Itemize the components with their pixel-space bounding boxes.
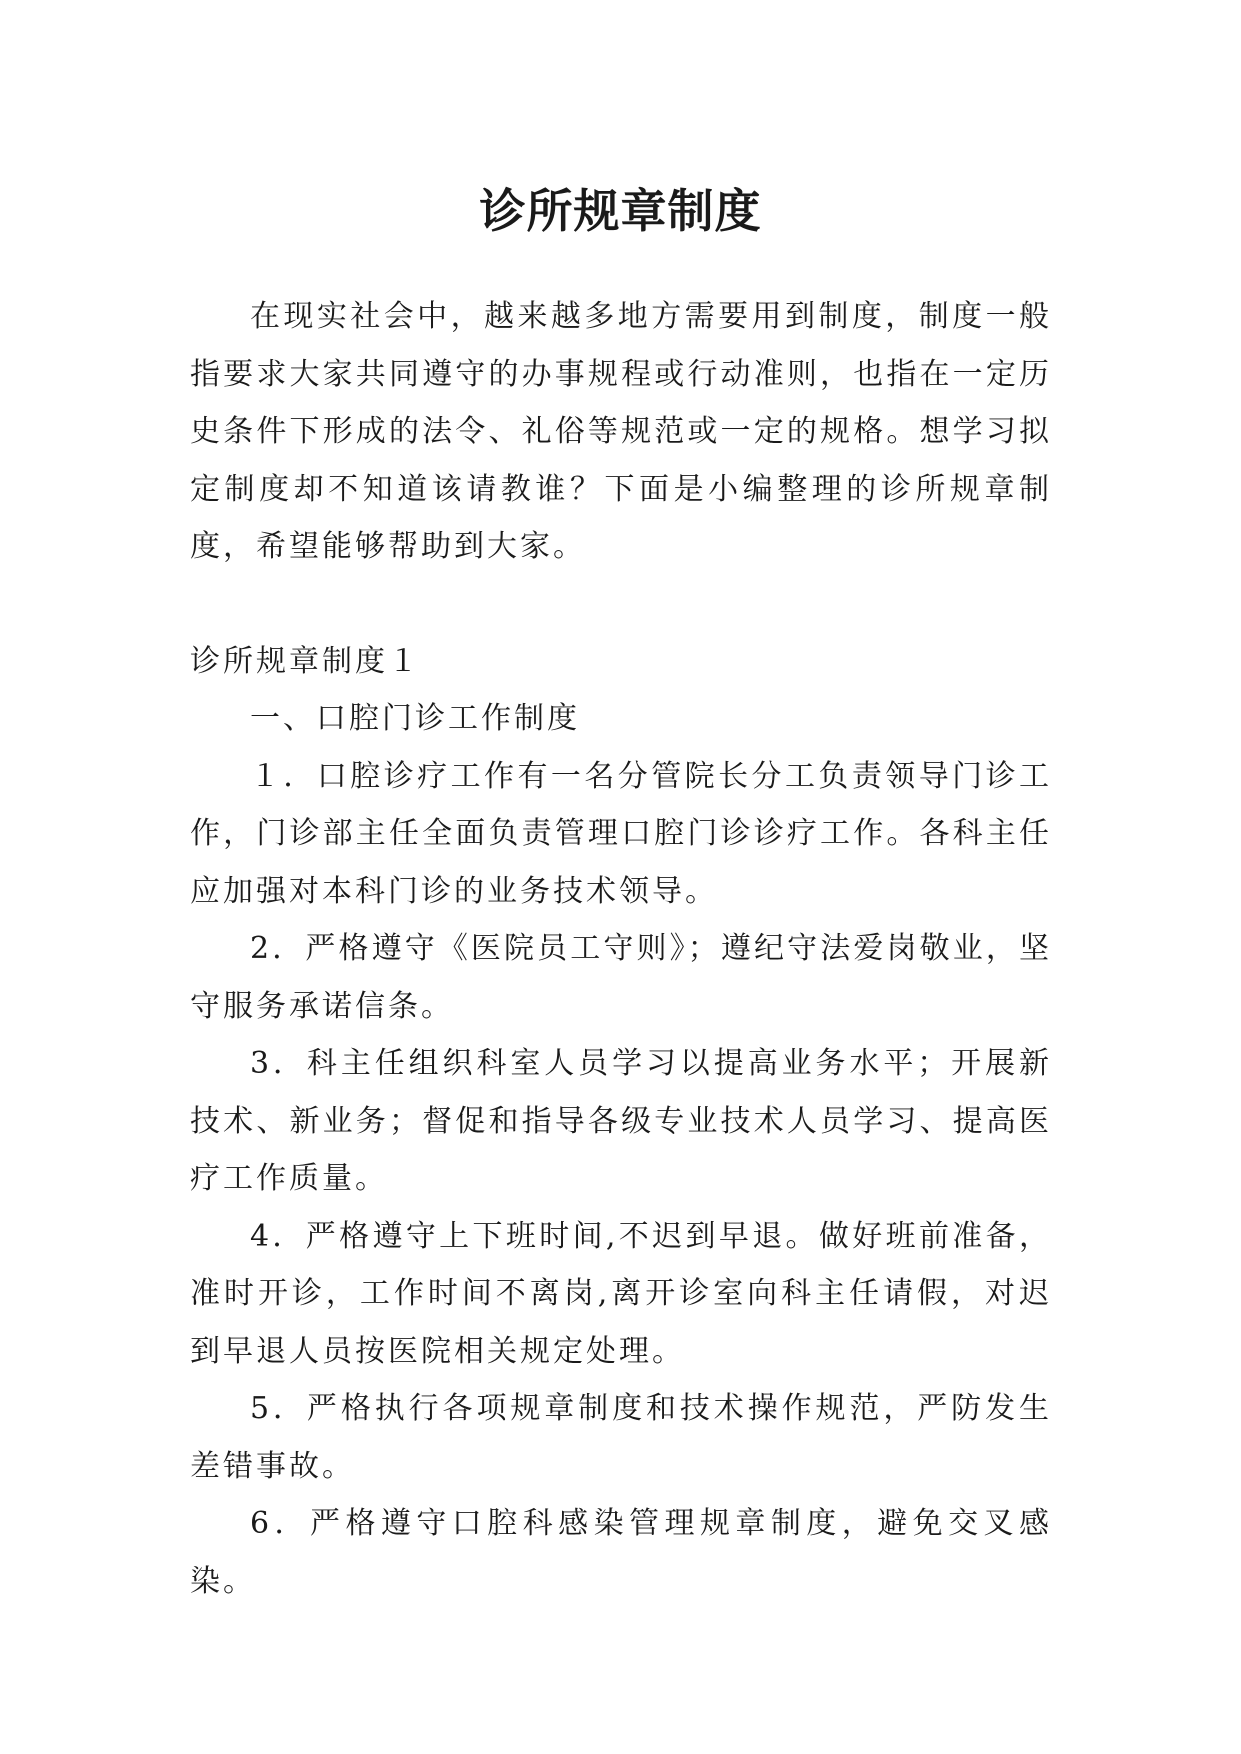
section-title: 诊所规章制度１	[190, 643, 421, 679]
subsection-title: 一、口腔门诊工作制度	[250, 701, 580, 736]
list-item: 5．严格执行各项规章制度和技术操作规范，严防发生差错事故。	[190, 1391, 1052, 1484]
document-title: 诊所规章制度	[479, 183, 762, 238]
list-item: 2．严格遵守《医院员工守则》；遵纪守法爱岗敬业，坚守服务承诺信条。	[190, 931, 1052, 1024]
list-item: １．口腔诊疗工作有一名分管院长分工负责领导门诊工作，门诊部主任全面负责管理口腔门诊诊疗工作。各科主任应加强对本科门诊的业务技术领导。	[190, 758, 1052, 909]
document-body	[190, 288, 1052, 1610]
list-item: 6．严格遵守口腔科感染管理规章制度，避免交叉感染。	[190, 1506, 1052, 1599]
list-item: 3．科主任组织科室人员学习以提高业务水平；开展新技术、新业务；督促和指导各级专业技术人员学习、提高医疗工作质量。	[190, 1046, 1052, 1196]
list-item: 4．严格遵守上下班时间,不迟到早退。做好班前准备，准时开诊，工作时间不离岗,离开诊室向科主任请假，对迟到早退人员按医院相关规定处理。	[190, 1218, 1052, 1369]
intro-paragraph: 在现实社会中，越来越多地方需要用到制度，制度一般指要求大家共同遵守的办事规程或行动准则，也指在一定历史条件下形成的法令、礼俗等规范或一定的规格。想学习拟定制度却不知道该请教谁？下面是小编整理的诊所规章制度，希望能够帮助到大家。	[190, 299, 1052, 564]
